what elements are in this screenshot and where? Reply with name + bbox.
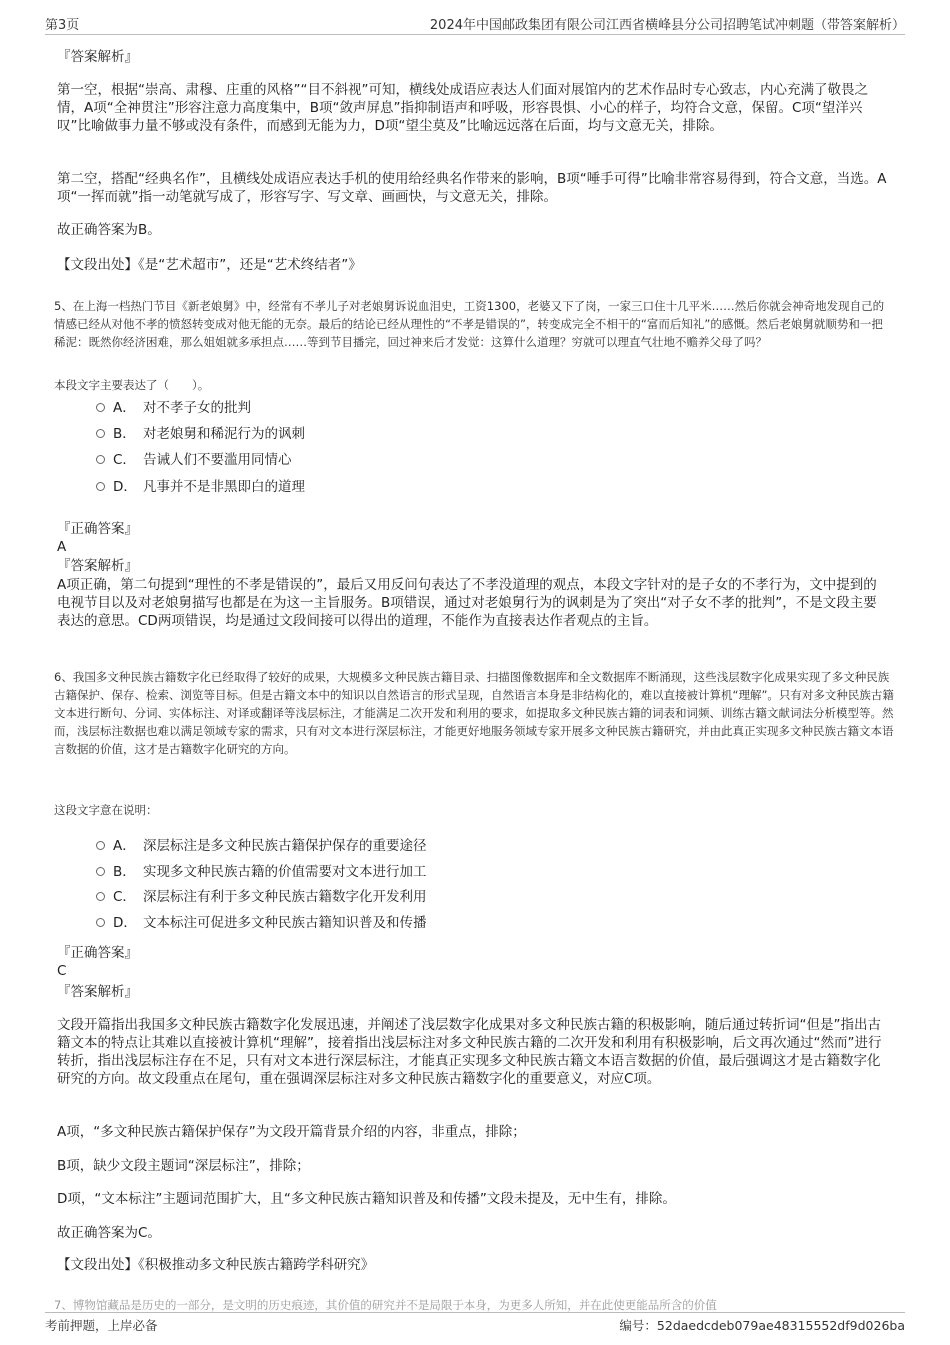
q6-option-c[interactable]: C． 深层标注有利于多文种民族古籍数字化开发利用 (96, 887, 427, 907)
q4-conclusion: 故正确答案为B。 (57, 222, 161, 238)
q6-question: 这段文字意在说明： (54, 803, 158, 817)
q5-answer: A (57, 539, 67, 555)
q6-note-b: B项，缺少文段主题词“深层标注”，排除； (57, 1158, 310, 1174)
q6-answer-label: 『正确答案』 (57, 945, 138, 961)
q5-option-c[interactable]: C． 告诫人们不要滥用同情心 (96, 450, 292, 470)
q5-analysis: A项正确，第二句提到“理性的不孝是错误的”，最后又用反问句表达了不孝没道理的观点，本段文字针对的是子女的不孝行为，文中提到的电视节目以及对老娘舅描写也都是在为这一主旨服务。B项错误，通过对老娘舅行为的讽刺是为了突出“对子女不孝的批判”，不是文段主要表达的意思。CD两项错误，均是通过文段间接可以得出的道理，不能作为直接表达作者观点的主旨。 (57, 577, 877, 629)
q5-stem: 5、在上海一档热门节目《新老娘舅》中，经常有不孝儿子对老娘舅诉说血泪史，工资1300，老婆又下了岗，一家三口住十几平米……然后你就会神奇地发现自己的情感已经从对他不孝的愤怒转变成对他无能的无奈。最后的结论已经从理性的“不孝是错误的”，转变成完全不相干的“富而后知礼”的感慨。然后老娘舅就顺势和一把稀泥：既然你经济困难，那么姐姐就多承担点……等到节目播完，回过神来后才发觉：这算什么道理？穷就可以理直气壮地不赡养父母了吗？ (54, 299, 885, 349)
q4-analysis-p1: 第一空，根据“崇高、肃穆、庄重的风格”“目不斜视”可知，横线处成语应表达人们面对展馆内的艺术作品时专心致志，内心充满了敬畏之情，A项“全神贯注”形容注意力高度集中，B项“敛声屏息”指抑制语声和呼吸，形容畏惧、小心的样子，均符合文意，保留。C项“望洋兴叹”比喻做事力量不够或没有条件，而感到无能为力，D项“望尘莫及”比喻远远落在后面，均与文意无关，排除。 (57, 82, 868, 134)
page-number: 第3页 (45, 18, 80, 33)
q6-option-d[interactable]: D． 文本标注可促进多文种民族古籍知识普及和传播 (96, 913, 427, 933)
radio-icon[interactable] (96, 455, 105, 464)
radio-icon[interactable] (96, 892, 105, 901)
q5-analysis-label: 『答案解析』 (57, 558, 138, 574)
q4-analysis-label: 『答案解析』 (57, 49, 138, 65)
radio-icon[interactable] (96, 429, 105, 438)
q6-option-a[interactable]: A． 深层标注是多文种民族古籍保护保存的重要途径 (96, 836, 427, 856)
q6-stem: 6、我国多文种民族古籍数字化已经取得了较好的成果，大规模多文种民族古籍目录、扫描图像数据库和全文数据库不断涌现，这些浅层数字化成果实现了多文种民族古籍保护、保存、检索、浏览等目标。但是古籍文本中的知识以自然语言的形式呈现，自然语言本身是非结构化的，难以直接被计算机“理解”。只有对多文种民族古籍文本进行断句、分词、实体标注、对译或翻译等浅层标注，才能满足二次开发和利用的要求，如提取多文种民族古籍的词表和词频、训练古籍文献词法分析模型等。然而，浅层标注数据也难以满足领域专家的需求，只有对文本进行深层标注，才能更好地服务领域专家开展多文种民族古籍研究，并由此真正实现多文种民族古籍文本语言数据的价值，这才是古籍数字化研究的方向。 (54, 670, 894, 756)
q6-option-b[interactable]: B． 实现多文种民族古籍的价值需要对文本进行加工 (96, 862, 427, 882)
document-title: 2024年中国邮政集团有限公司江西省横峰县分公司招聘笔试冲刺题（带答案解析） (429, 18, 905, 33)
document-id: 编号：52daedcdeb079ae48315552df9d026ba (619, 1318, 905, 1333)
q4-analysis-p2: 第二空，搭配“经典名作”，且横线处成语应表达手机的使用给经典名作带来的影响，B项“唾手可得”比喻非常容易得到，符合文意，当选。A项“一挥而就”指一动笔就写成了，形容写字、写文章、画画快，与文意无关，排除。 (57, 171, 887, 205)
q6-analysis-label: 『答案解析』 (57, 984, 138, 1000)
q6-answer: C (57, 963, 67, 979)
q4-source: 【文段出处】《是“艺术超市”，还是“艺术终结者”》 (57, 257, 362, 273)
q6-note-a: A项，“多文种民族古籍保护保存”为文段开篇背景介绍的内容，非重点，排除； (57, 1124, 526, 1140)
radio-icon[interactable] (96, 403, 105, 412)
page-footer (45, 1312, 905, 1333)
radio-icon[interactable] (96, 482, 105, 491)
page-header (45, 10, 905, 35)
q6-source: 【文段出处】《积极推动多文种民族古籍跨学科研究》 (57, 1257, 375, 1273)
q5-question: 本段文字主要表达了（ ）。 (54, 378, 210, 392)
radio-icon[interactable] (96, 918, 105, 927)
q5-option-a[interactable]: A． 对不孝子女的批判 (96, 398, 251, 418)
q7-stem-cut: 7、博物馆藏品是历史的一部分，是文明的历史痕迹，其价值的研究并不是局限于本身，为更多人所知，并在此使更能品所含的价值 (54, 1298, 717, 1312)
q6-note-d: D项，“文本标注”主题词范围扩大，且“多文种民族古籍知识普及和传播”文段未提及，无中生有，排除。 (57, 1191, 676, 1207)
q5-option-b[interactable]: B． 对老娘舅和稀泥行为的讽刺 (96, 424, 305, 444)
radio-icon[interactable] (96, 841, 105, 850)
q6-analysis: 文段开篇指出我国多文种民族古籍数字化发展迅速，并阐述了浅层数字化成果对多文种民族古籍的积极影响，随后通过转折词“但是”指出古籍文本的特点让其难以直接被计算机“理解”，接着指出浅层标注对多文种民族古籍的二次开发和利用有积极影响，后文再次通过“然而”进行转折，指出浅层标注存在不足，只有对文本进行深层标注，才能真正实现多文种民族古籍文本语言数据的价值，最后强调这才是古籍数字化研究的方向。故文段重点在尾句，重在强调深层标注对多文种民族古籍数字化的重要意义，对应C项。 (57, 1017, 882, 1087)
q6-conclusion: 故正确答案为C。 (57, 1225, 161, 1241)
q5-option-d[interactable]: D． 凡事并不是非黑即白的道理 (96, 477, 305, 497)
radio-icon[interactable] (96, 867, 105, 876)
q5-answer-label: 『正确答案』 (57, 521, 138, 537)
footer-slogan: 考前押题，上岸必备 (45, 1318, 158, 1333)
